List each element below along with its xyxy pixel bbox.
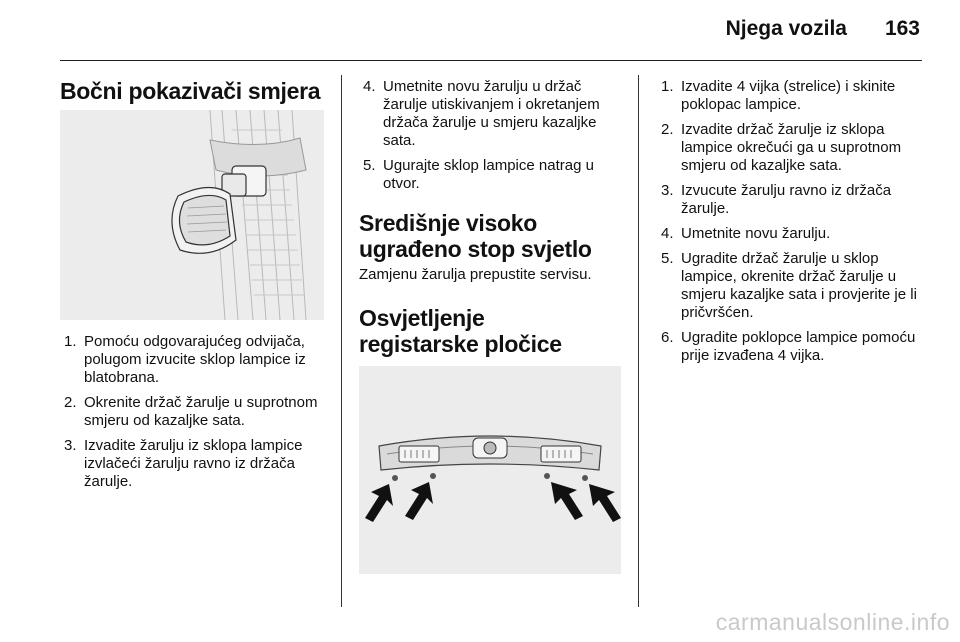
list-item: 4. Umetnite novu žarulju u držač žarulje utiskivanjem i okretanjem držača žarulje u smjeru kazaljke sata. [363,78,600,149]
section-title: Njega vozila [725,17,847,40]
list-item: 5. Ugradite držač žarulje u sklop lampice, okrenite držač žarulje u smjeru kazaljke sata i provjerite je li pričvršćen. [661,250,917,321]
header-rule [60,60,922,61]
steps-side-indicators [60,333,330,498]
steps-license-plate-light [657,78,922,372]
list-item: 5. Ugurajte sklop lampice natrag u otvor. [363,157,594,192]
list-item: 4. Umetnite novu žarulju. [661,225,831,242]
stop-light-note: Zamjenu žarulja prepustite servisu. [359,266,592,283]
page-header [0,0,960,60]
heading-side-indicators: Bočni pokazivači smjera [60,78,321,104]
figure-side-indicator [60,110,324,320]
list-item: 2. Okrenite držač žarulje u suprotnom smjeru od kazaljke sata. [64,394,318,429]
list-item: 1. Izvadite 4 vijka (strelice) i skinite poklopac lampice. [661,78,896,113]
watermark: carmanualsonline.info [715,609,950,635]
heading-high-stop-light: Središnje visoko ugrađeno stop svjetlo [359,210,592,262]
steps-continued [359,78,627,200]
list-item: 3. Izvucute žarulju ravno iz držača žarulje. [661,182,892,217]
column-divider-2 [638,75,639,607]
license-plate-illustration [359,366,621,574]
figure-license-plate-light [359,366,621,574]
side-indicator-illustration [60,110,324,320]
list-item: 1. Pomoću odgovarajućeg odvijača, polugom izvucite sklop lampice iz blatobrana. [64,333,306,386]
list-item: 2. Izvadite držač žarulje iz sklopa lampice okrečući ga u suprotnom smjeru od kazaljke sata. [661,121,902,174]
heading-license-plate-light: Osvjetljenje registarske pločice [359,305,562,357]
page-number: 163 [884,17,920,40]
column-divider-1 [341,75,342,607]
list-item: 6. Ugradite poklopce lampice pomoću prije izvađena 4 vijka. [661,329,916,364]
list-item: 3. Izvadite žarulju iz sklopa lampice izvlačeći žarulju ravno iz držača žarulje. [64,437,303,490]
